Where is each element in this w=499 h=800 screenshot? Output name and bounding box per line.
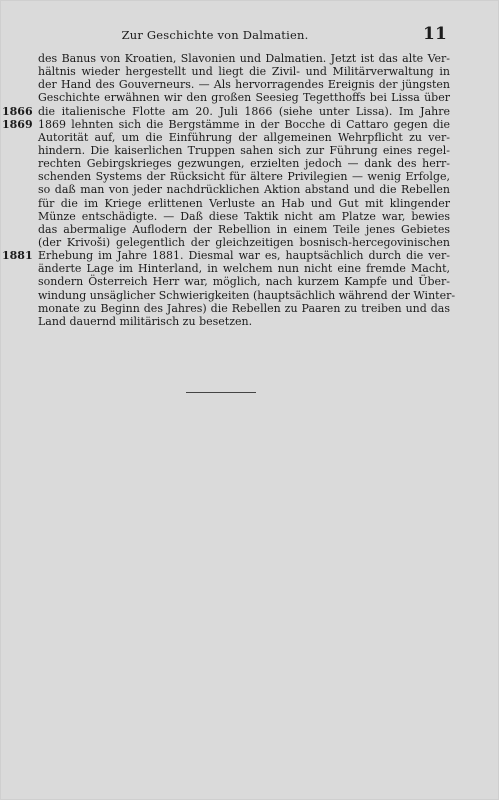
text-line: Autorität auf, um die Einführung der allgemeinen Wehrpflicht zu ver- [38,130,450,144]
text-line: hindern. Die kaiserlichen Truppen sahen sich zur Führung eines regel- [38,143,450,157]
text-line: (der Krivoši) gelegentlich der gleichzeitigen bosnisch-hercegovinischen [38,235,450,249]
margin-year: 1881 [2,249,33,263]
text-line: hältnis wieder hergestellt und liegt die Zivil- und Militärverwaltung in [38,65,450,79]
text-line: windung unsäglicher Schwierigkeiten (hauptsächlich während der Winter- [38,288,456,302]
text-line: für die im Kriege erlittenen Verluste an Hab und Gut mit klingender [38,196,450,210]
text-line: das abermalige Auflodern der Rebellion in einem Teile jenes Gebietes [38,222,450,236]
text-line: Land dauernd militärisch zu besetzen. [38,314,253,328]
section-end-rule [186,392,256,393]
text-line: rechten Gebirgskrieges gezwungen, erzielten jedoch — dank des herr- [38,157,450,171]
page-number: 11 [422,24,447,44]
text-line: 1869 lehnten sich die Bergstämme in der Bocche di Cattaro gegen die [38,117,450,131]
margin-year: 1869 [2,117,33,131]
text-line: Münze entschädigte. — Daß diese Taktik nicht am Platze war, bewies [38,209,450,223]
text-line: die italienische Flotte am 20. Juli 1866 (siehe unter Lissa). Im Jahre [38,104,450,118]
running-title: Zur Geschichte von Dalmatien. [121,28,309,42]
text-line: änderte Lage im Hinterland, in welchem nun nicht eine fremde Macht, [38,262,450,276]
margin-year: 1866 [2,104,33,118]
body-text [38,52,456,328]
text-line: schenden Systems der Rücksicht für ältere Privilegien — wenig Erfolge, [38,170,450,184]
text-line: monate zu Beginn des Jahres) die Rebellen zu Paaren zu treiben und das [38,301,450,315]
text-line: des Banus von Kroatien, Slavonien und Dalmatien. Jetzt ist das alte Ver- [38,52,450,65]
text-line: sondern Österreich Herr war, möglich, nach kurzem Kampfe und Über- [38,275,450,289]
text-line: Erhebung im Jahre 1881. Diesmal war es, hauptsächlich durch die ver- [38,249,450,263]
text-line: so daß man von jeder nachdrücklichen Aktion abstand und die Rebellen [38,183,450,197]
text-line: Geschichte erwähnen wir den großen Seesieg Tegetthoffs bei Lissa über [38,91,450,105]
text-line: der Hand des Gouverneurs. — Als hervorragendes Ereignis der jüngsten [38,78,450,92]
